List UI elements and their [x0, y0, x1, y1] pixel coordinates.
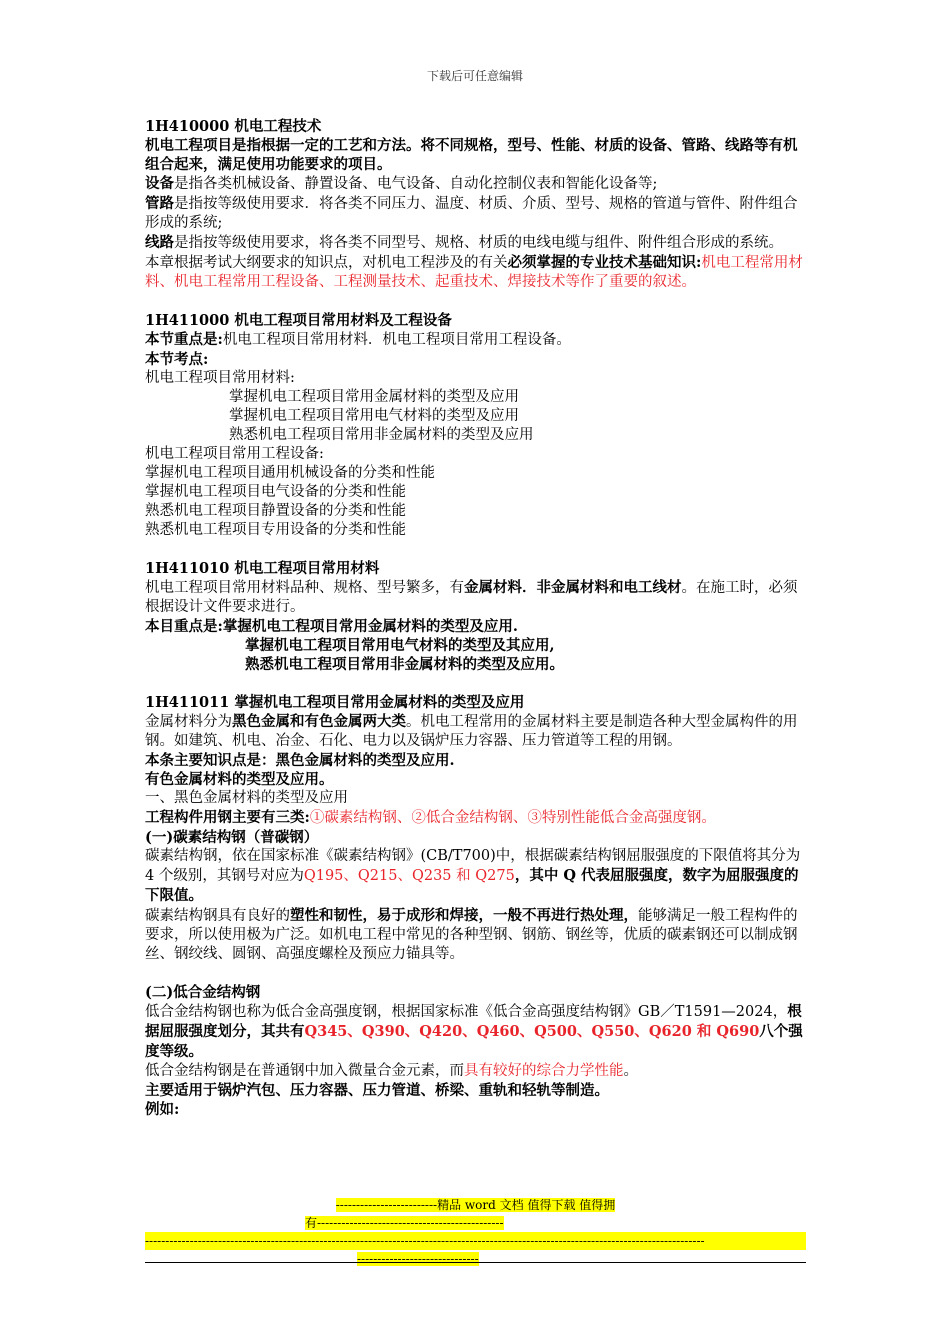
text-bold: 根据屈服强度划分，其共有 [145, 1003, 802, 1040]
paragraph: 例如: [145, 1101, 180, 1118]
subheading: (一)碳素结构钢（普碳钢） [145, 829, 319, 846]
label: 机电工程项目常用材料: [145, 370, 295, 386]
list-item: 掌握机电工程项目常用金属材料的类型及应用. [222, 618, 518, 635]
term: 线路 [145, 234, 174, 251]
text-bold: 塑性和韧性，易于成形和焊接，一般不再进行热处理， [290, 907, 638, 924]
text-bold: 黑色金属和有色金属两大类 [232, 713, 406, 730]
paragraph [145, 906, 810, 964]
text-red: 机电工程常用材料、机电工程常用工程设备、工程测量技术、起重技术、焊接技术等作了重要的叙述。 [145, 255, 803, 290]
paragraph [145, 808, 810, 828]
paragraph [145, 617, 810, 636]
list-item: 掌握机电工程项目常用电气材料的类型及其应用, [245, 637, 555, 654]
text-bold: 必须掌握的专业技术基础知识: [507, 254, 702, 271]
text: 是指按等级使用要求，将各类不同型号、规格、材质的电线电缆与组件、附件组合形成的系统。 [174, 235, 783, 251]
subheading: 一、黑色金属材料的类型及应用 [145, 790, 348, 806]
text: 碳素结构钢具有良好的 [145, 908, 290, 924]
paragraph [145, 253, 810, 292]
text: 本章根据考试大纲要求的知识点，对机电工程涉及的有关 [145, 255, 508, 271]
text: 是指按等级使用要求．将各类不同压力、温度、材质、介质、型号、规格的管道与管件、附件组合形成的系统; [145, 196, 798, 231]
text: 低合金结构钢也称为低合金高强度钢，根据国家标准《低合金高强度结构钢》GB／T1591—2024， [145, 1004, 788, 1020]
text: 金属材料分为 [145, 714, 232, 730]
text: 低合金结构钢是在普通钢中加入微量合金元素，而 [145, 1063, 464, 1079]
label: 机电工程项目常用工程设备: [145, 446, 324, 462]
label: 本节考点: [145, 351, 209, 368]
section-title: 1H411000 机电工程项目常用材料及工程设备 [145, 312, 452, 329]
text: 机电工程项目常用材料．机电工程项目常用工程设备。 [222, 332, 571, 348]
page-header: 下载后可任意编辑 [426, 69, 523, 83]
list-item: 掌握机电工程项目常用金属材料的类型及应用 [229, 389, 519, 405]
footer-line: ------------------------------------------------------------------------------------------------------------------------------------------ [145, 1232, 806, 1250]
list-item: 掌握机电工程项目常用电气材料的类型及应用 [229, 408, 519, 424]
text: 。机电工程常用的金属材料主要是制造各种大型金属构件的用钢。如建筑、机电、冶金、石化、电力以及锅炉压力容器、压力管道等工程的用钢。 [145, 714, 798, 749]
label: 本节重点是: [145, 331, 223, 348]
list-item: 熟悉机电工程项目静置设备的分类和性能 [145, 503, 406, 519]
text-red: Q345、Q390、Q420、Q460、Q500、Q550、Q620 和 Q690 [304, 1023, 760, 1040]
paragraph [145, 194, 810, 233]
footer-line: 有---------------------------------------------- [305, 1216, 504, 1230]
paragraph [145, 1002, 810, 1062]
text: 能够满足一般工程构件的要求，所以使用极为广泛。如机电工程中常见的各种型钢、钢筋、钢丝等，优质的碳素钢还可以制成钢丝、钢绞线、圆钢、高强度螺栓及预应力锚具等。 [145, 908, 798, 962]
paragraph [145, 1062, 810, 1081]
text: 机电工程项目常用材料品种、规格、型号繁多，有 [145, 580, 464, 596]
term: 管路 [145, 195, 174, 212]
list-item: 熟悉机电工程项目专用设备的分类和性能 [145, 522, 406, 538]
text-bold: 金属材料．非金属材料和电工线材 [464, 579, 682, 596]
text-red: 具有较好的综合力学性能 [464, 1063, 624, 1079]
text-red: Q195、Q215、Q235 和 Q275 [303, 868, 515, 884]
footer-line: -------------------------精品 word 文档 值得下载 值得拥 [335, 1198, 616, 1212]
paragraph: 机电工程项目是指根据一定的工艺和方法。将不同规格，型号、性能、材质的设备、管路、线路等有机组合起来，满足使用功能要求的项目。 [145, 137, 798, 173]
paragraph: 有色金属材料的类型及应用。 [145, 771, 334, 788]
footer-rule [145, 1262, 806, 1263]
paragraph [145, 847, 810, 906]
list-item: 掌握机电工程项目通用机械设备的分类和性能 [145, 465, 435, 481]
paragraph: 本条主要知识点是：黑色金属材料的类型及应用. [145, 752, 455, 769]
section-title: 1H410000 机电工程技术 [145, 118, 322, 135]
paragraph [145, 174, 810, 194]
text: 。 [623, 1063, 638, 1079]
text: 是指各类机械设备、静置设备、电气设备、自动化控制仪表和智能化设备等; [174, 176, 658, 192]
page-footer [145, 1196, 806, 1268]
text: 。在施工时，必须根据设计文件要求进行。 [145, 580, 798, 615]
section-title: 1H411010 机电工程项目常用材料 [145, 560, 380, 577]
paragraph [145, 233, 810, 253]
paragraph [145, 330, 810, 350]
subheading: (二)低合金结构钢 [145, 984, 261, 1001]
footer-line: ------------------------------ [357, 1252, 479, 1266]
list-item: 掌握机电工程项目电气设备的分类和性能 [145, 484, 406, 500]
paragraph [145, 712, 810, 751]
text: 碳素结构钢，依在国家标准《碳素结构钢》(CB/T700)中，根据碳素结构钢屈服强度的下限值将其分为 4 个级别，其钢号对应为 [145, 848, 801, 884]
list-item: 熟悉机电工程项目常用非金属材料的类型及应用。 [245, 656, 564, 673]
paragraph: 主要适用于锅炉汽包、压力容器、压力管道、桥梁、重轨和轻轨等制造。 [145, 1082, 609, 1099]
label: 本目重点是: [145, 618, 223, 635]
document-body [145, 117, 810, 1119]
text-bold: ，其中 Q 代表屈服强度，数字为屈服强度的下限值。 [145, 867, 799, 904]
text-bold: 八个强度等级。 [145, 1023, 803, 1060]
section-title: 1H411011 掌握机电工程项目常用金属材料的类型及应用 [145, 694, 525, 711]
paragraph [145, 578, 810, 617]
list-item: 熟悉机电工程项目常用非金属材料的类型及应用 [229, 427, 534, 443]
term: 设备 [145, 175, 174, 192]
text-bold: 工程构件用钢主要有三类: [145, 809, 310, 826]
text-red: ①碳素结构钢、②低合金结构钢、③特别性能低合金高强度钢。 [309, 810, 716, 826]
